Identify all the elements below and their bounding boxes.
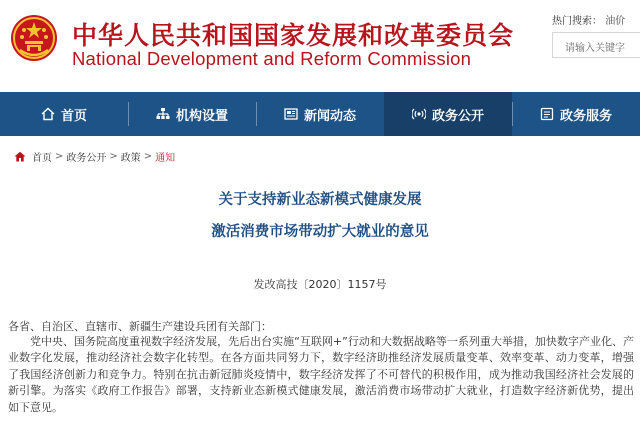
breadcrumb-current[interactable]: 通知 xyxy=(155,153,176,164)
site-title-en[interactable]: National Development and Reform Commission xyxy=(72,48,472,69)
news-icon xyxy=(284,107,298,121)
org-icon xyxy=(156,107,170,121)
article-title-line1: 关于支持新业态新模式健康发展 xyxy=(218,192,422,208)
nav-item-home[interactable] xyxy=(0,92,128,136)
article-title-line2: 激活消费市场带动扩大就业的意见 xyxy=(211,224,429,240)
hot-search-label: 热门搜索： xyxy=(552,16,602,27)
search-input[interactable]: 请输入关键字 xyxy=(552,32,640,58)
home-icon xyxy=(41,107,55,121)
nav-item-news[interactable] xyxy=(256,92,384,136)
nav-item-org[interactable] xyxy=(128,92,256,136)
breadcrumb xyxy=(14,149,175,164)
breadcrumb-policy[interactable]: 政策 xyxy=(120,153,141,164)
site-header xyxy=(0,0,640,92)
breadcrumb-home[interactable]: 首页 xyxy=(32,153,52,164)
main-nav xyxy=(0,92,640,136)
nav-item-services[interactable] xyxy=(512,92,640,136)
breadcrumb-home-icon xyxy=(14,151,26,162)
broadcast-icon xyxy=(412,107,426,121)
breadcrumb-separator: > xyxy=(143,151,153,162)
breadcrumb-separator: > xyxy=(109,151,118,162)
article-paragraph: 党中央、国务院高度重视数字经济发展，先后出台实施“互联网+”行动和大数据战略等一系列重大举措，加快数字产业化、产业数字化发展，推动经济社会数字化转型。在各方面共同努力下，数字经济助推经济发展质量变革、效率变革、动力变革，增强了我国经济创新力和竞争力。特别在抗击新冠肺炎疫情中，数字经济发挥了不可替代的积极作用，成为推动我国经济社会发展的新引擎。为落实《政府工作报告》部署，支持新业态新模式健康发展，激活消费市场带动扩大就业，打造数字经济新优势，提出如下意见。 xyxy=(8,335,634,414)
nav-label-org: 机构设置 xyxy=(175,108,228,124)
hot-search xyxy=(552,12,625,27)
nav-label-gov-affairs: 政务公开 xyxy=(431,108,484,124)
breadcrumb-gov-affairs[interactable]: 政务公开 xyxy=(66,153,107,164)
salutation: 各省、自治区、直辖市、新疆生产建设兵团有关部门： xyxy=(8,320,272,333)
service-icon xyxy=(540,107,554,121)
site-title-cn[interactable]: 中华人民共和国国家发展和改革委员会 xyxy=(72,21,515,50)
document-number: 发改高技〔2020〕1157号 xyxy=(253,278,387,291)
nav-item-gov-affairs[interactable] xyxy=(384,92,512,136)
nav-label-services: 政务服务 xyxy=(559,108,612,124)
hot-search-term[interactable]: 油价 xyxy=(605,16,626,27)
breadcrumb-separator: > xyxy=(55,151,64,162)
nav-label-news: 新闻动态 xyxy=(303,108,356,124)
national-emblem-icon[interactable] xyxy=(10,14,58,62)
nav-label-home: 首页 xyxy=(60,108,87,124)
